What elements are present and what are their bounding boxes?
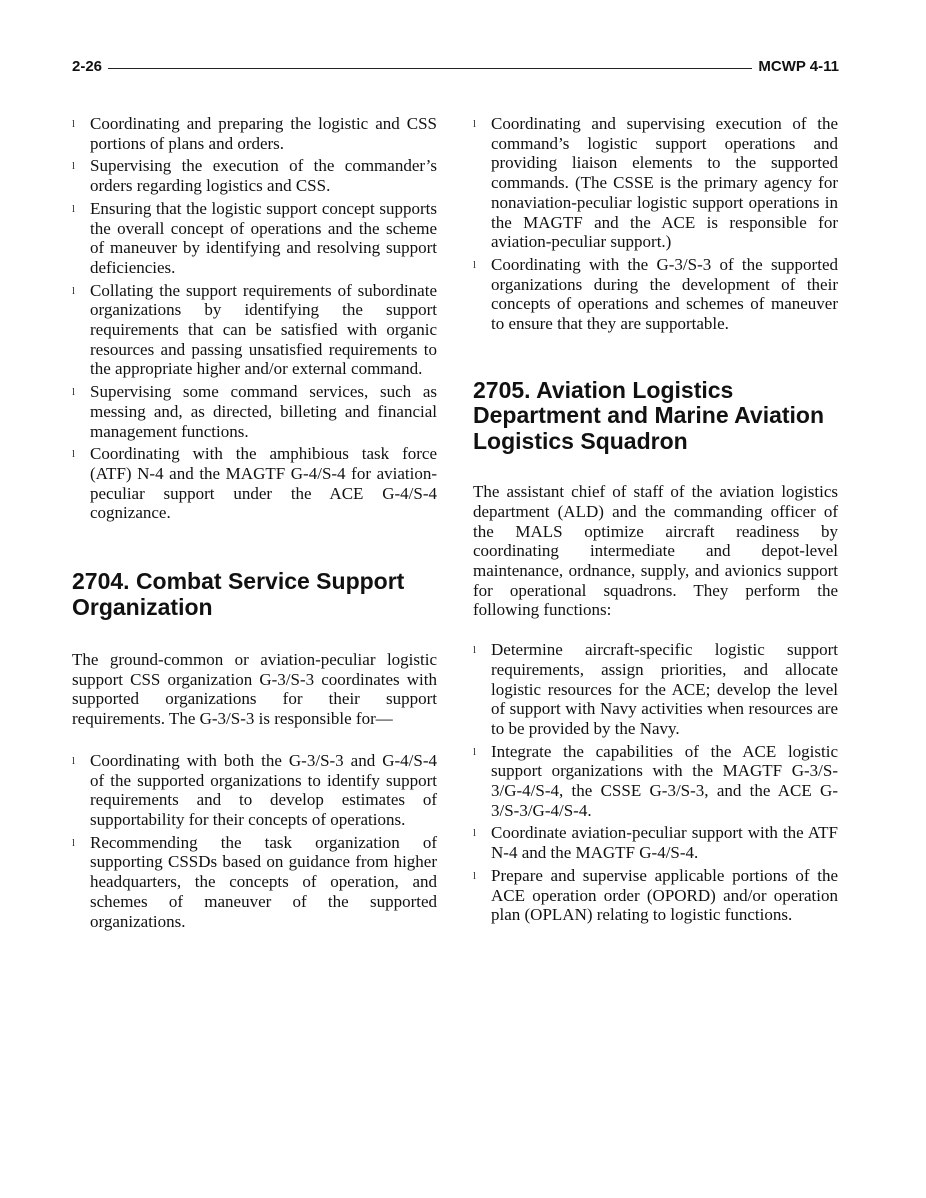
bullet-icon: l [72, 754, 76, 767]
list-item: l Coordinating and supervising execution of the command’s logistic support operations and providing liaison elements to the supported commands. (The CSSE is the primary agency for nonaviation-peculiar logistic support operations in the MAGTF and the ACE is responsible for aviation-peculiar support.) [473, 114, 838, 252]
section-paragraph-2705: The assistant chief of staff of the aviation logistics department (ALD) and the commanding officer of the MALS optimize aircraft readiness by coordinating intermediate and depot-level maintenance, ordnance, supply, and avionics support for operational squadrons. They perform the following functions: [473, 482, 838, 620]
list-item: l Determine aircraft-specific logistic support requirements, assign priorities, and allocate logistic resources for the ACE; develop the level of support with Navy activities when resources are to be provided by the Navy. [473, 640, 838, 738]
section-paragraph-2704: The ground-common or aviation-peculiar logistic support CSS organization G-3/S-3 coordinates with supported organizations for their support requirements. The G-3/S-3 is responsible for— [72, 650, 437, 729]
bullet-icon: l [72, 448, 76, 461]
page-number: 2-26 [72, 58, 108, 75]
bullet-icon: l [72, 202, 76, 215]
list-item: l Ensuring that the logistic support concept supports the overall concept of operations and the scheme of maneuver by identifying and resolving support deficiencies. [72, 198, 437, 277]
right-column [473, 114, 838, 928]
list-item: l Collating the support requirements of subordinate organizations by identifying the support requirements that can be satisfied with organic resources and passing unsatisfied requirements to the appropriate higher and/or external command. [72, 280, 437, 379]
bullet-icon: l [473, 118, 477, 130]
bullet-icon: l [72, 386, 76, 399]
bullet-icon: l [72, 284, 76, 297]
left-bullet-list-bottom [72, 751, 437, 931]
right-bullet-list-bottom [473, 640, 838, 925]
list-item: l Coordinating with both the G-3/S-3 and G-4/S-4 of the supported organizations to identify support requirements and to develop estimates of supportability for their concepts of operations. [72, 750, 437, 829]
bullet-icon: l [72, 160, 76, 173]
section-heading-2705: 2705. Aviation Logistics Department and Marine Aviation Logistics Squadron [473, 376, 825, 454]
list-item: l Integrate the capabilities of the ACE logistic support organizations with the MAGTF G-3/S-3/G-4/S-4, the CSSE G-3/S-3, and the ACE G-3/S-3/G-4/S-4. [473, 741, 838, 820]
header-rule [108, 68, 753, 69]
running-header [72, 58, 839, 78]
bullet-icon: l [473, 745, 477, 758]
left-bullet-list-top [72, 114, 437, 523]
bullet-icon: l [473, 869, 477, 882]
left-column [72, 114, 437, 934]
right-bullet-list-top [473, 114, 838, 334]
list-item: l Supervising some command services, such as messing and, as directed, billeting and financial management functions. [72, 382, 437, 441]
bullet-icon: l [72, 118, 76, 130]
list-item: l Coordinating with the amphibious task force (ATF) N-4 and the MAGTF G-4/S-4 for aviation-peculiar support under the ACE G-4/S-4 cognizance. [72, 444, 437, 523]
bullet-icon: l [72, 836, 76, 849]
document-title: MCWP 4-11 [752, 58, 839, 75]
list-item: l Recommending the task organization of supporting CSSDs based on guidance from higher headquarters, the concepts of operation, and schemes of maneuver of the supported organizations. [72, 832, 437, 931]
list-item: l Supervising the execution of the commander’s orders regarding logistics and CSS. [72, 156, 437, 196]
bullet-icon: l [473, 827, 477, 840]
bullet-icon: l [473, 258, 477, 271]
list-item: l Prepare and supervise applicable portions of the ACE operation order (OPORD) and/or operation plan (OPLAN) relating to logistic functions. [473, 865, 838, 925]
list-item: l Coordinate aviation-peculiar support with the ATF N-4 and the MAGTF G-4/S-4. [473, 823, 838, 863]
bullet-icon: l [473, 644, 477, 657]
section-heading-2704: 2704. Combat Service Support Organization [72, 568, 405, 620]
list-item: l Coordinating with the G-3/S-3 of the supported organizations during the development of their concepts of operations and schemes of maneuver to ensure that they are supportable. [473, 254, 838, 334]
list-item: l Coordinating and preparing the logistic and CSS portions of plans and orders. [72, 114, 437, 153]
